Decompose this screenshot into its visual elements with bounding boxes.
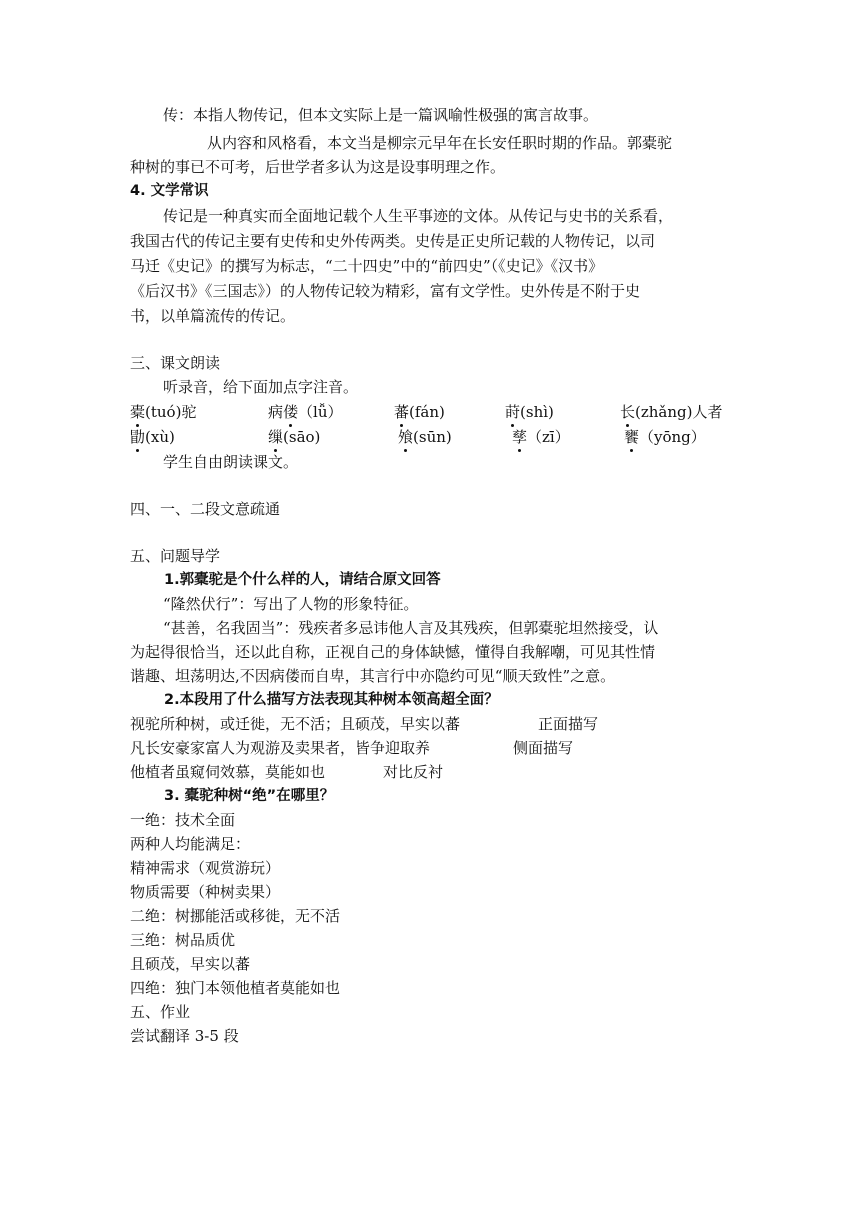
dotted-char: 饔 bbox=[624, 428, 640, 446]
answer-3-line: 物质需要（种树卖果） bbox=[130, 883, 281, 901]
dotted-char: 莳 bbox=[505, 403, 521, 421]
answer-1-line-3: 为起得很恰当，还以此自称，正视自己的身体缺憾，懂得自我解嘲，可见其性情 bbox=[130, 643, 656, 661]
answer-3-line: 精神需求（观赏游玩） bbox=[130, 859, 281, 877]
pinyin-item bbox=[268, 426, 320, 447]
homework-task: 尝试翻译 3-5 段 bbox=[130, 1027, 239, 1045]
literature-line-4: 《后汉书》《三国志》）的人物传记较为精彩，富有文学性。史外传是不附于史 bbox=[130, 282, 641, 300]
pinyin-item bbox=[398, 426, 452, 447]
pinyin-text: （lǚ） bbox=[298, 403, 343, 421]
dotted-char: 蕃 bbox=[394, 403, 410, 421]
pinyin-text: (sāo) bbox=[283, 428, 321, 446]
answer-2-line-3: 他植者虽窥伺效慕，莫能如也 bbox=[130, 763, 326, 781]
pinyin-text: (xù) bbox=[145, 428, 175, 446]
pinyin-item bbox=[268, 401, 343, 422]
pinyin-text: (zhǎng)人者 bbox=[635, 403, 723, 421]
pinyin-text: （zī） bbox=[527, 428, 570, 446]
answer-1-line-4: 谐趣、坦荡明达,不因病偻而自卑，其言行中亦隐约可见“顺天致性”之意。 bbox=[130, 667, 616, 685]
pinyin-text: (shì) bbox=[520, 403, 554, 421]
pinyin-item bbox=[505, 401, 554, 422]
answer-2-tag-2: 侧面描写 bbox=[513, 739, 574, 757]
dotted-char: 偻 bbox=[283, 403, 299, 421]
question-3: 3. 橐驼种树“绝”在哪里？ bbox=[164, 788, 335, 804]
dotted-char: 勖 bbox=[130, 428, 146, 446]
answer-2-tag-1: 正面描写 bbox=[538, 715, 599, 733]
answer-3-line: 且硕茂，早实以蕃 bbox=[130, 955, 251, 973]
dotted-char: 橐 bbox=[130, 403, 146, 421]
pinyin-text: (tuó)驼 bbox=[145, 403, 197, 421]
pinyin-prefix: 病 bbox=[268, 403, 284, 421]
literature-line-3: 马迁《史记》的撰写为标志，“二十四史”中的“前四史”（《史记》《汉书》 bbox=[130, 257, 604, 275]
answer-3-line: 四绝：独门本领他植者莫能如也 bbox=[130, 979, 341, 997]
answer-2-line-1: 视驼所种树，或迁徙，无不活；且硕茂，早实以蕃 bbox=[130, 715, 461, 733]
homework-heading: 五、作业 bbox=[130, 1003, 191, 1021]
literature-heading: 4. 文学常识 bbox=[130, 183, 209, 199]
guide-heading: 五、问题导学 bbox=[130, 547, 221, 565]
answer-2-line-2: 凡长安豪家富人为观游及卖果者，皆争迎取养 bbox=[130, 739, 431, 757]
context-line-2: 种树的事已不可考，后世学者多认为这是设事明理之作。 bbox=[130, 158, 506, 176]
zhuan-definition: 传：本指人物传记，但本文实际上是一篇讽喻性极强的寓言故事。 bbox=[163, 106, 599, 124]
answer-3-line: 两种人均能满足： bbox=[130, 835, 251, 853]
literature-line-2: 我国古代的传记主要有史传和史外传两类。史传是正史所记载的人物传记，以司 bbox=[130, 232, 656, 250]
answer-2-tag-3: 对比反衬 bbox=[383, 763, 444, 781]
answer-3-line: 一绝：技术全面 bbox=[130, 811, 236, 829]
literature-line-5: 书，以单篇流传的传记。 bbox=[130, 307, 296, 325]
dotted-char: 长 bbox=[620, 403, 636, 421]
answer-3-line: 二绝：树挪能活或移徙，无不活 bbox=[130, 907, 341, 925]
section-4-heading: 四、一、二段文意疏通 bbox=[130, 500, 281, 518]
question-1: 1.郭橐驼是个什么样的人，请结合原文回答 bbox=[164, 572, 441, 588]
pinyin-text: (fán) bbox=[409, 403, 445, 421]
answer-3-line: 三绝：树品质优 bbox=[130, 931, 236, 949]
pinyin-item bbox=[512, 426, 570, 447]
pinyin-text: （yōng） bbox=[639, 428, 706, 446]
pinyin-text: (sūn) bbox=[413, 428, 452, 446]
dotted-char: 飧 bbox=[398, 428, 414, 446]
reading-instruction: 听录音，给下面加点字注音。 bbox=[163, 378, 359, 396]
context-line-1: 从内容和风格看，本文当是柳宗元早年在长安任职时期的作品。郭橐驼 bbox=[207, 134, 673, 152]
dotted-char: 缫 bbox=[268, 428, 284, 446]
pinyin-item bbox=[620, 401, 723, 422]
pinyin-item bbox=[394, 401, 445, 422]
reading-heading: 三、课文朗读 bbox=[130, 354, 221, 372]
answer-1-line-1: “隆然伏行”：写出了人物的形象特征。 bbox=[163, 595, 419, 613]
dotted-char: 孳 bbox=[512, 428, 528, 446]
literature-line-1: 传记是一种真实而全面地记载个人生平事迹的文体。从传记与史书的关系看， bbox=[163, 207, 674, 225]
free-reading: 学生自由朗读课文。 bbox=[163, 453, 299, 471]
pinyin-item bbox=[624, 426, 706, 447]
question-2: 2.本段用了什么描写方法表现其种树本领高超全面？ bbox=[164, 692, 499, 708]
pinyin-item bbox=[130, 401, 196, 422]
pinyin-item bbox=[130, 426, 175, 447]
answer-1-line-2: “甚善，名我固当”：残疾者多忌讳他人言及其残疾，但郭橐驼坦然接受，认 bbox=[163, 619, 659, 637]
